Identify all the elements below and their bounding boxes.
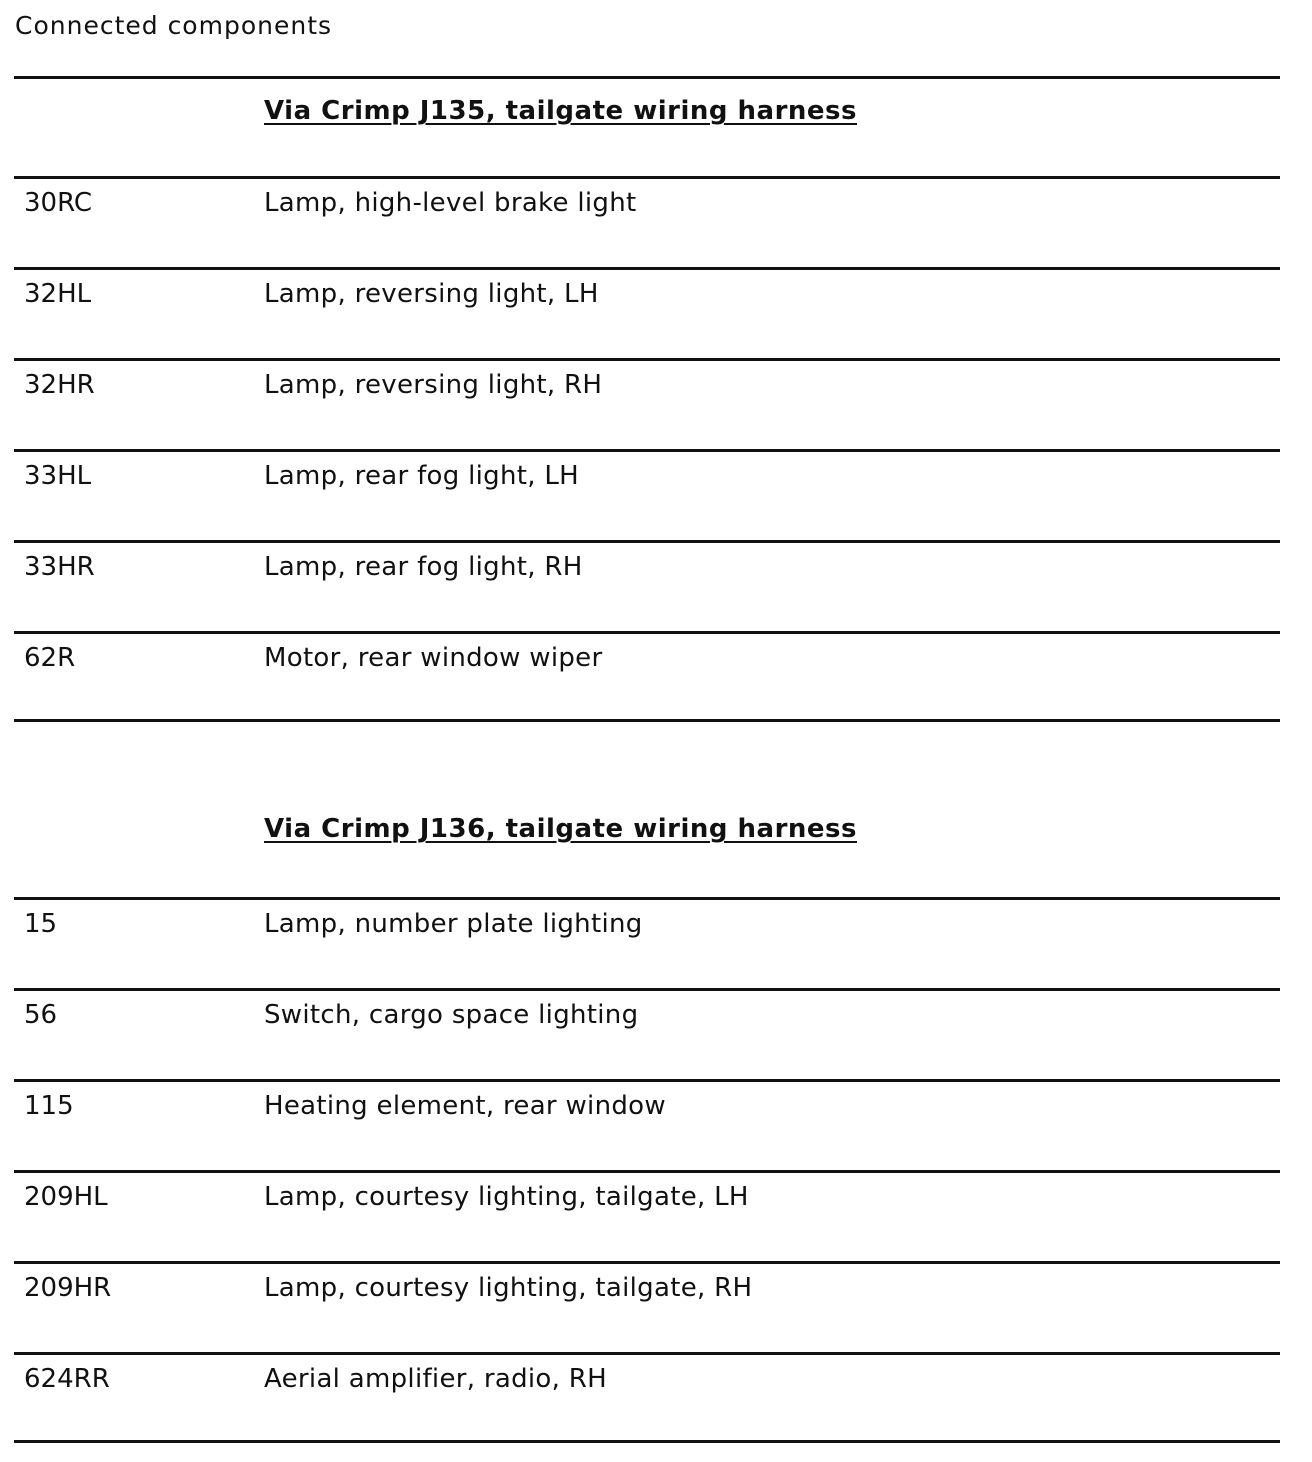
component-code: 62R bbox=[24, 643, 76, 673]
component-code: 30RC bbox=[24, 188, 93, 218]
component-description: Lamp, high-level brake light bbox=[264, 188, 637, 218]
section-heading-row bbox=[14, 797, 1280, 897]
table-row bbox=[14, 631, 1280, 722]
component-description: Motor, rear window wiper bbox=[264, 643, 603, 673]
component-code: 209HL bbox=[24, 1182, 108, 1212]
table-row bbox=[14, 1261, 1280, 1352]
component-code: 624RR bbox=[24, 1364, 110, 1394]
component-description: Lamp, courtesy lighting, tailgate, RH bbox=[264, 1273, 753, 1303]
component-description: Lamp, reversing light, RH bbox=[264, 370, 603, 400]
component-code: 56 bbox=[24, 1000, 58, 1030]
component-code: 32HR bbox=[24, 370, 95, 400]
component-table-j136 bbox=[14, 797, 1280, 1443]
table-row bbox=[14, 540, 1280, 631]
table-row bbox=[14, 1170, 1280, 1261]
table-row bbox=[14, 176, 1280, 267]
table-row bbox=[14, 897, 1280, 988]
component-code: 209HR bbox=[24, 1273, 112, 1303]
component-description: Lamp, reversing light, LH bbox=[264, 279, 599, 309]
table-row bbox=[14, 1079, 1280, 1170]
component-code: 32HL bbox=[24, 279, 92, 309]
component-code: 115 bbox=[24, 1091, 74, 1121]
component-code: 15 bbox=[24, 909, 58, 939]
component-description: Switch, cargo space lighting bbox=[264, 1000, 639, 1030]
section-heading: Via Crimp J136, tailgate wiring harness bbox=[264, 814, 857, 844]
component-description: Lamp, rear fog light, RH bbox=[264, 552, 583, 582]
table-row bbox=[14, 449, 1280, 540]
component-description: Lamp, courtesy lighting, tailgate, LH bbox=[264, 1182, 749, 1212]
section-heading: Via Crimp J135, tailgate wiring harness bbox=[264, 96, 857, 126]
component-code: 33HR bbox=[24, 552, 95, 582]
table-row bbox=[14, 358, 1280, 449]
component-description: Lamp, rear fog light, LH bbox=[264, 461, 579, 491]
component-description: Lamp, number plate lighting bbox=[264, 909, 643, 939]
component-code: 33HL bbox=[24, 461, 92, 491]
table-row bbox=[14, 988, 1280, 1079]
table-row bbox=[14, 267, 1280, 358]
section-heading-row bbox=[14, 76, 1280, 176]
component-description: Aerial amplifier, radio, RH bbox=[264, 1364, 607, 1394]
table-row bbox=[14, 1352, 1280, 1443]
component-table-j135 bbox=[14, 76, 1280, 722]
page-title: Connected components bbox=[15, 11, 333, 40]
component-description: Heating element, rear window bbox=[264, 1091, 666, 1121]
